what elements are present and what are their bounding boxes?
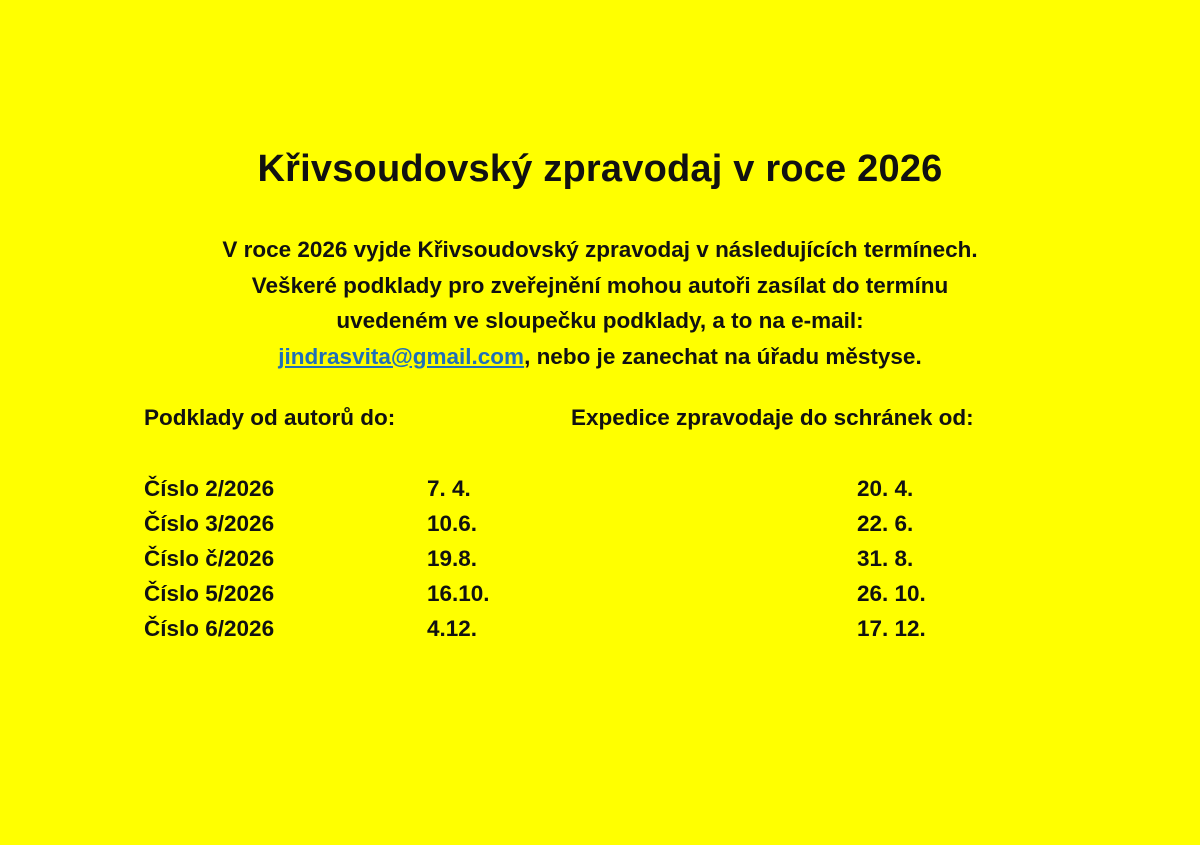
issue-label: Číslo 2/2026 [144,476,275,501]
intro-line-3: uvedeném ve sloupečku podklady, a to na e-mail: [336,308,864,333]
deadline-date: 10.6. [427,511,478,536]
schedule-row [0,616,1200,651]
schedule-row [0,511,1200,546]
intro-paragraph [0,232,1200,374]
intro-line-2: Veškeré podklady pro zveřejnění mohou autoři zasílat do termínu [251,272,949,298]
issue-label: Číslo 3/2026 [144,511,275,536]
intro-line-4-rest: , nebo je zanechat na úřadu městyse. [524,343,922,369]
schedule-row [0,476,1200,511]
document-title: Křivsoudovský zpravodaj v roce 2026 [257,148,943,190]
schedule-row [0,581,1200,616]
dispatch-date: 26. 10. [857,581,926,606]
deadline-date: 4.12. [427,616,478,641]
dispatch-date: 22. 6. [857,511,914,536]
issue-label: Číslo 5/2026 [144,581,275,606]
schedule-table [0,476,1200,651]
deadline-date: 19.8. [427,546,478,571]
deadline-date: 7. 4. [427,476,471,501]
intro-line-1: V roce 2026 vyjde Křivsoudovský zpravodaj v následujících termínech. [222,237,978,262]
intro-line-4 [0,339,1200,375]
schedule-row [0,546,1200,581]
issue-label: Číslo č/2026 [144,546,275,571]
dispatch-date: 17. 12. [857,616,926,641]
dispatch-column-header: Expedice zpravodaje do schránek od: [571,405,974,430]
deadline-date: 16.10. [427,581,490,606]
email-link[interactable]: jindrasvita@gmail.com [278,343,525,369]
dispatch-date: 31. 8. [857,546,914,571]
issue-label: Číslo 6/2026 [144,616,275,641]
deadline-column-header: Podklady od autorů do: [144,405,396,430]
dispatch-date: 20. 4. [857,476,914,501]
